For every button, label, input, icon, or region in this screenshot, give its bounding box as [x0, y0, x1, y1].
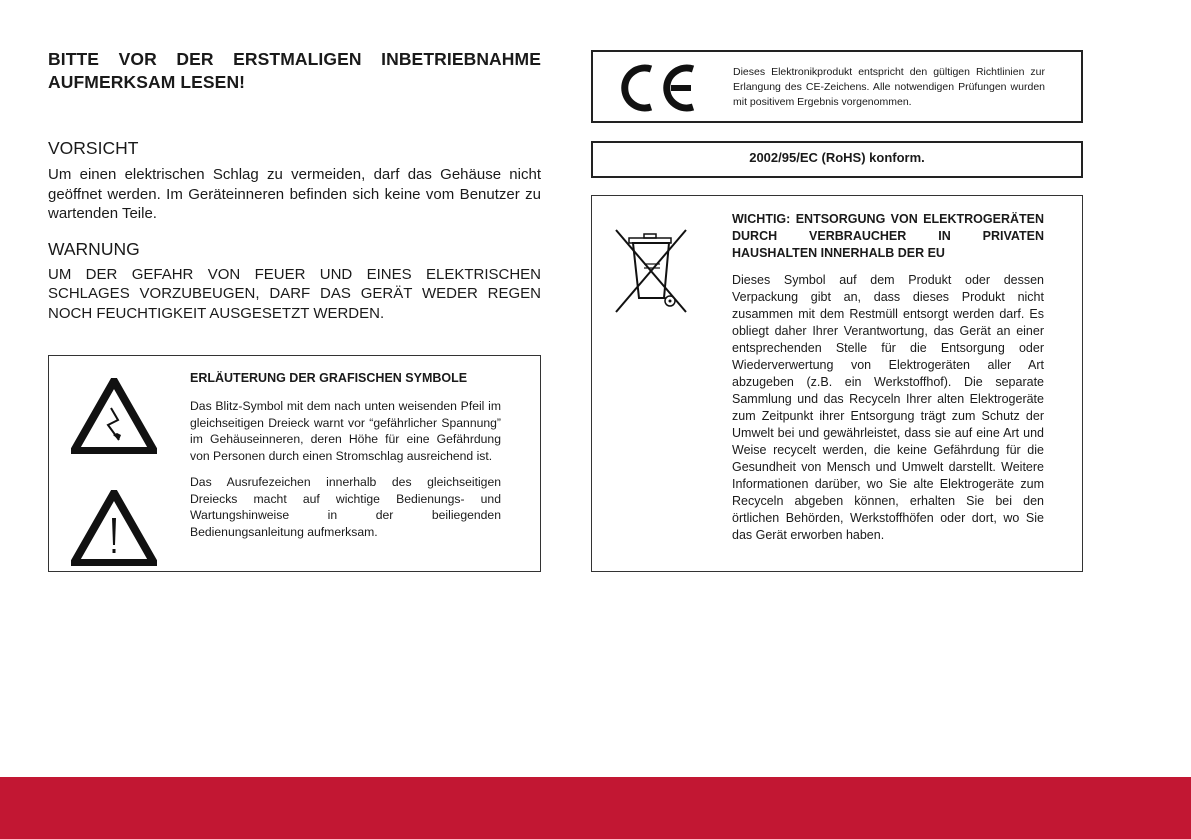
- weee-title: WICHTIG: ENTSORGUNG VON ELEKTROGERÄTEN DURCH VERBRAUCHER IN PRIVATEN HAUSHALTEN INNERHALB DER EU: [732, 212, 1044, 260]
- page-title: BITTE VOR DER ERSTMALIGEN INBETRIEBNAHME AUFMERKSAM LESEN!: [48, 49, 541, 92]
- lightning-warning-icon: [71, 378, 157, 454]
- ce-box: [591, 50, 1083, 123]
- warnung-text: UM DER GEFAHR VON FEUER UND EINES ELEKTRISCHEN SCHLAGES VORZUBEUGEN, DARF DAS GERÄT WEDER REGEN NOCH FEUCHTIGKEIT AUSGESETZT WERDEN.: [48, 265, 541, 322]
- rohs-text: 2002/95/EC (RoHS) konform.: [749, 150, 925, 165]
- weee-box: [591, 195, 1083, 572]
- warnung-heading: WARNUNG: [48, 238, 140, 259]
- ce-text: Dieses Elektronikprodukt entspricht den gültigen Richtlinien zur Erlangung des CE-Zeichens. Alle notwendigen Prüfungen wurden mit positivem Ergebnis vorgenommen.: [733, 66, 1045, 108]
- exclamation-explanation: Das Ausrufezeichen innerhalb des gleichseitigen Dreiecks macht auf wichtige Bedienungs- und Wartungshinweise in der beiliegenden Bedienungsanleitung aufmerksam.: [190, 475, 501, 539]
- left-column: [48, 48, 541, 539]
- symbols-title: ERLÄUTERUNG DER GRAFISCHEN SYMBOLE: [190, 371, 468, 385]
- vorsicht-text: Um einen elektrischen Schlag zu vermeiden, darf das Gehäuse nicht geöffnet werden. Im Geräteinneren befinden sich keine vom Benutzer zu wartenden Teile.: [48, 166, 541, 222]
- footer-bar: [0, 777, 1191, 839]
- exclamation-warning-icon: [71, 490, 157, 566]
- vorsicht-heading: VORSICHT: [48, 138, 139, 158]
- crossed-bin-icon: [614, 228, 688, 314]
- ce-mark-icon: [619, 62, 699, 114]
- rohs-box: [591, 141, 1083, 178]
- weee-text: Dieses Symbol auf dem Produkt oder dessen Verpackung gibt an, dass dieses Produkt nicht zusammen mit dem Restmüll entsorgt werden darf. Es obliegt daher Ihrer Verantwortung, das Gerät an einer entsprechenden Stelle für die Entsorgung oder Wiederverwertung von Elektrogeräten aller Art abzugeben (z.B. ein Werkstoffhof). Die separate Sammlung und das Recyceln Ihrer alten Elektrogeräte zum Zeitpunkt ihrer Entsorgung trägt zum Schutz der Umwelt bei und gewährleistet, dass sie auf eine Art und Weise recycelt werden, die keine Gefährdung für die Gesundheit von Mensch und Umwelt darstellt. Weitere Informationen darüber, wo Sie alte Elektrogeräte zum Recyceln abgeben können, erhalten Sie bei den örtlichen Behörden, Werkstoffhöfen oder dort, wo Sie das Gerät erworben haben.: [732, 273, 1044, 542]
- lightning-explanation: Das Blitz-Symbol mit dem nach unten weisenden Pfeil im gleichseitigen Dreieck warnt vor “gefährlicher Spannung” im Gehäuseinneren, deren Höhe für eine Gefährdung von Personen durch einen Stromschlag ausreichend ist.: [190, 399, 501, 463]
- symbols-explanation-box: [48, 355, 541, 572]
